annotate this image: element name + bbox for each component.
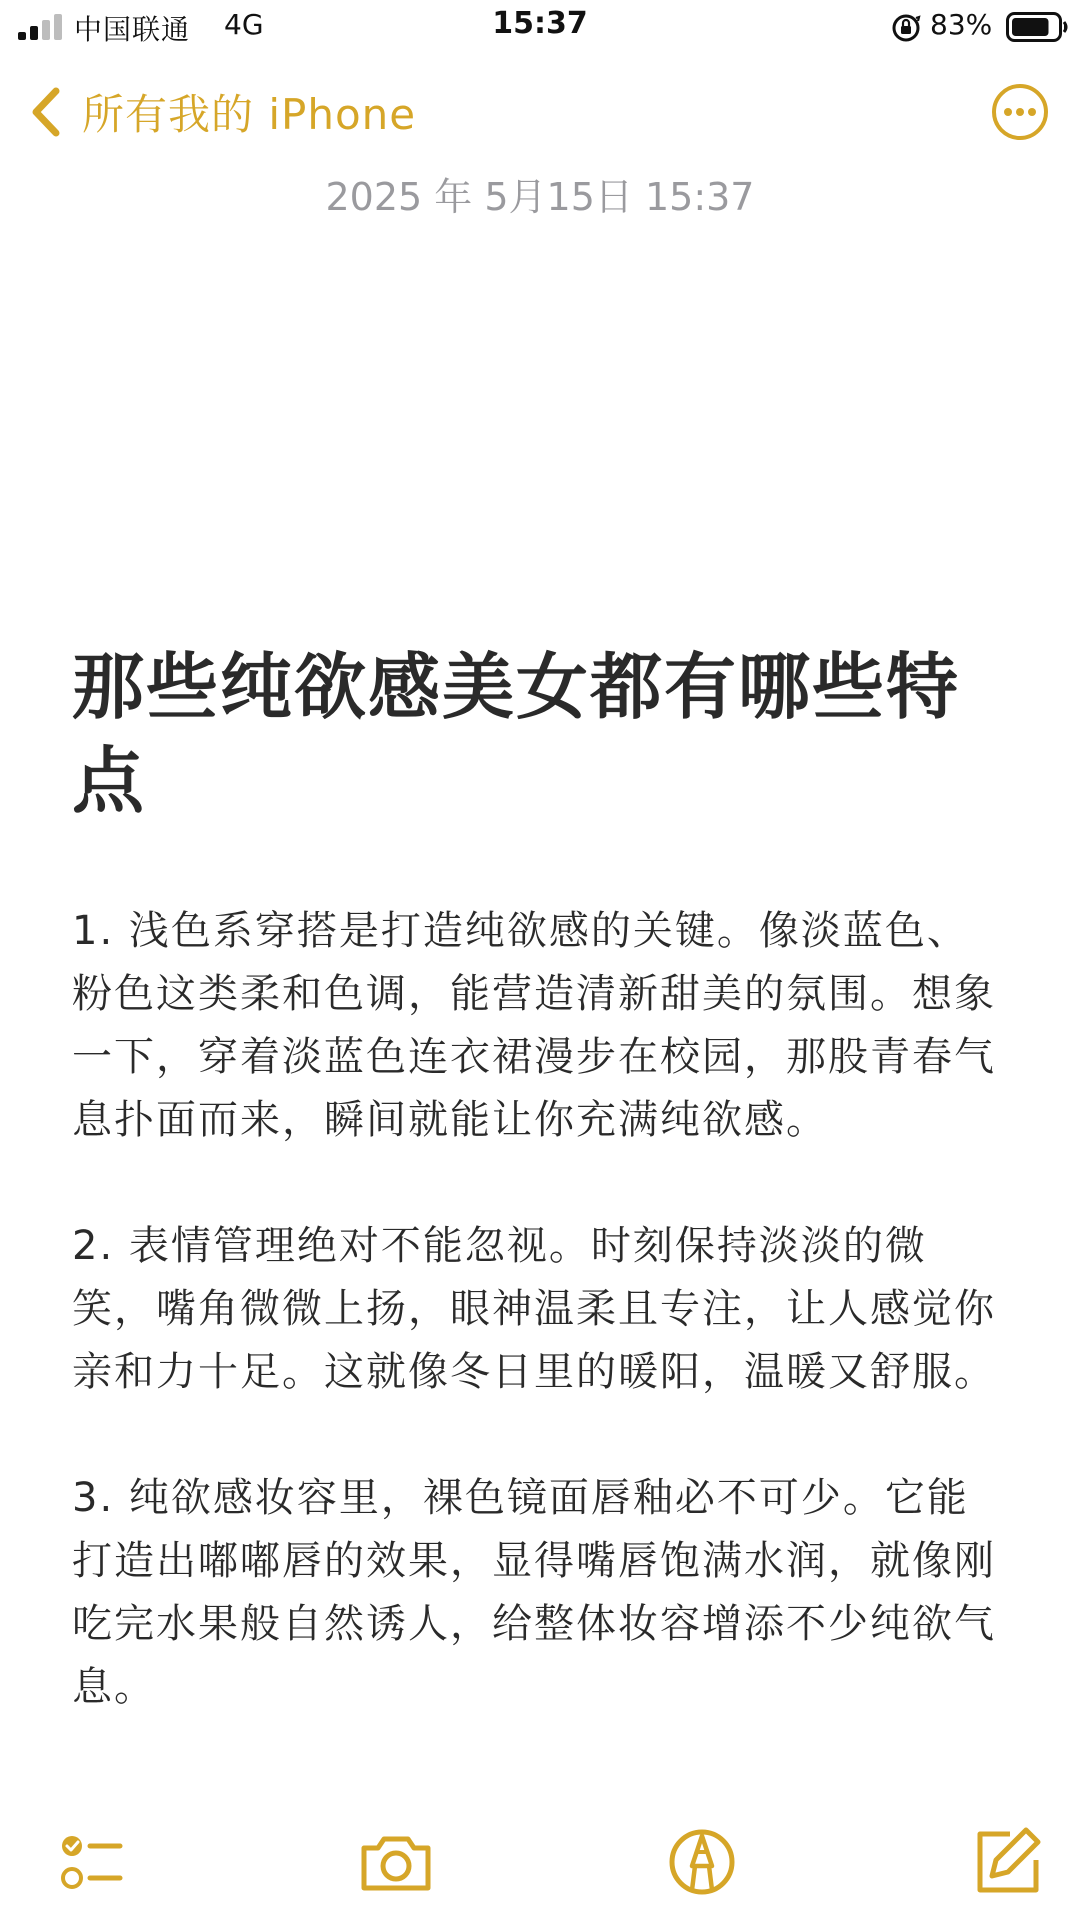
- note-paragraph: 3. 纯欲感妆容里，裸色镜面唇釉必不可少。它能打造出嘟嘟唇的效果，显得嘴唇饱满水润，就像刚吃完水果般自然诱人，给整体妆容增添不少纯欲气息。: [72, 1475, 996, 1710]
- back-button-label: 所有我的 iPhone: [82, 90, 417, 139]
- carrier-name: 中国联通: [74, 13, 191, 46]
- status-time: 15:37: [492, 6, 588, 41]
- camera-button[interactable]: [356, 1822, 436, 1902]
- note-paragraph: 2. 表情管理绝对不能忽视。时刻保持淡淡的微笑，嘴角微微上扬，眼神温柔且专注，让人感觉你亲和力十足。这就像冬日里的暖阳，温暖又舒服。: [72, 1223, 996, 1395]
- orientation-lock-icon: [890, 12, 922, 44]
- markup-pen-icon: [662, 1822, 742, 1902]
- checklist-icon: [52, 1822, 132, 1902]
- back-button[interactable]: [28, 76, 416, 148]
- compose-button[interactable]: [966, 1822, 1046, 1902]
- bottom-toolbar: [0, 1822, 1080, 1912]
- battery-icon: [1006, 12, 1068, 42]
- camera-icon: [356, 1822, 436, 1902]
- battery-fill: [1012, 18, 1049, 36]
- compose-icon: [966, 1822, 1046, 1902]
- note-date: 2025 年 5月15日 15:37: [325, 175, 755, 219]
- note-title: 那些纯欲感美女都有哪些特点: [72, 645, 961, 823]
- network-type: 4G: [224, 8, 264, 41]
- ellipsis-circle-icon: [990, 82, 1050, 142]
- note-paragraph: 1. 浅色系穿搭是打造纯欲感的关键。像淡蓝色、粉色这类柔和色调，能营造清新甜美的氛围。想象一下，穿着淡蓝色连衣裙漫步在校园，那股青春气息扑面而来，瞬间就能让你充满纯欲感。: [72, 908, 996, 1143]
- chevron-left-icon: [28, 85, 62, 139]
- more-button[interactable]: [990, 82, 1050, 142]
- markup-button[interactable]: [662, 1822, 742, 1902]
- checklist-button[interactable]: [52, 1822, 132, 1902]
- status-bar: [0, 0, 1080, 56]
- navigation-bar: [0, 76, 1080, 148]
- note-body[interactable]: [72, 640, 1002, 1782]
- battery-percentage: 83%: [930, 8, 993, 41]
